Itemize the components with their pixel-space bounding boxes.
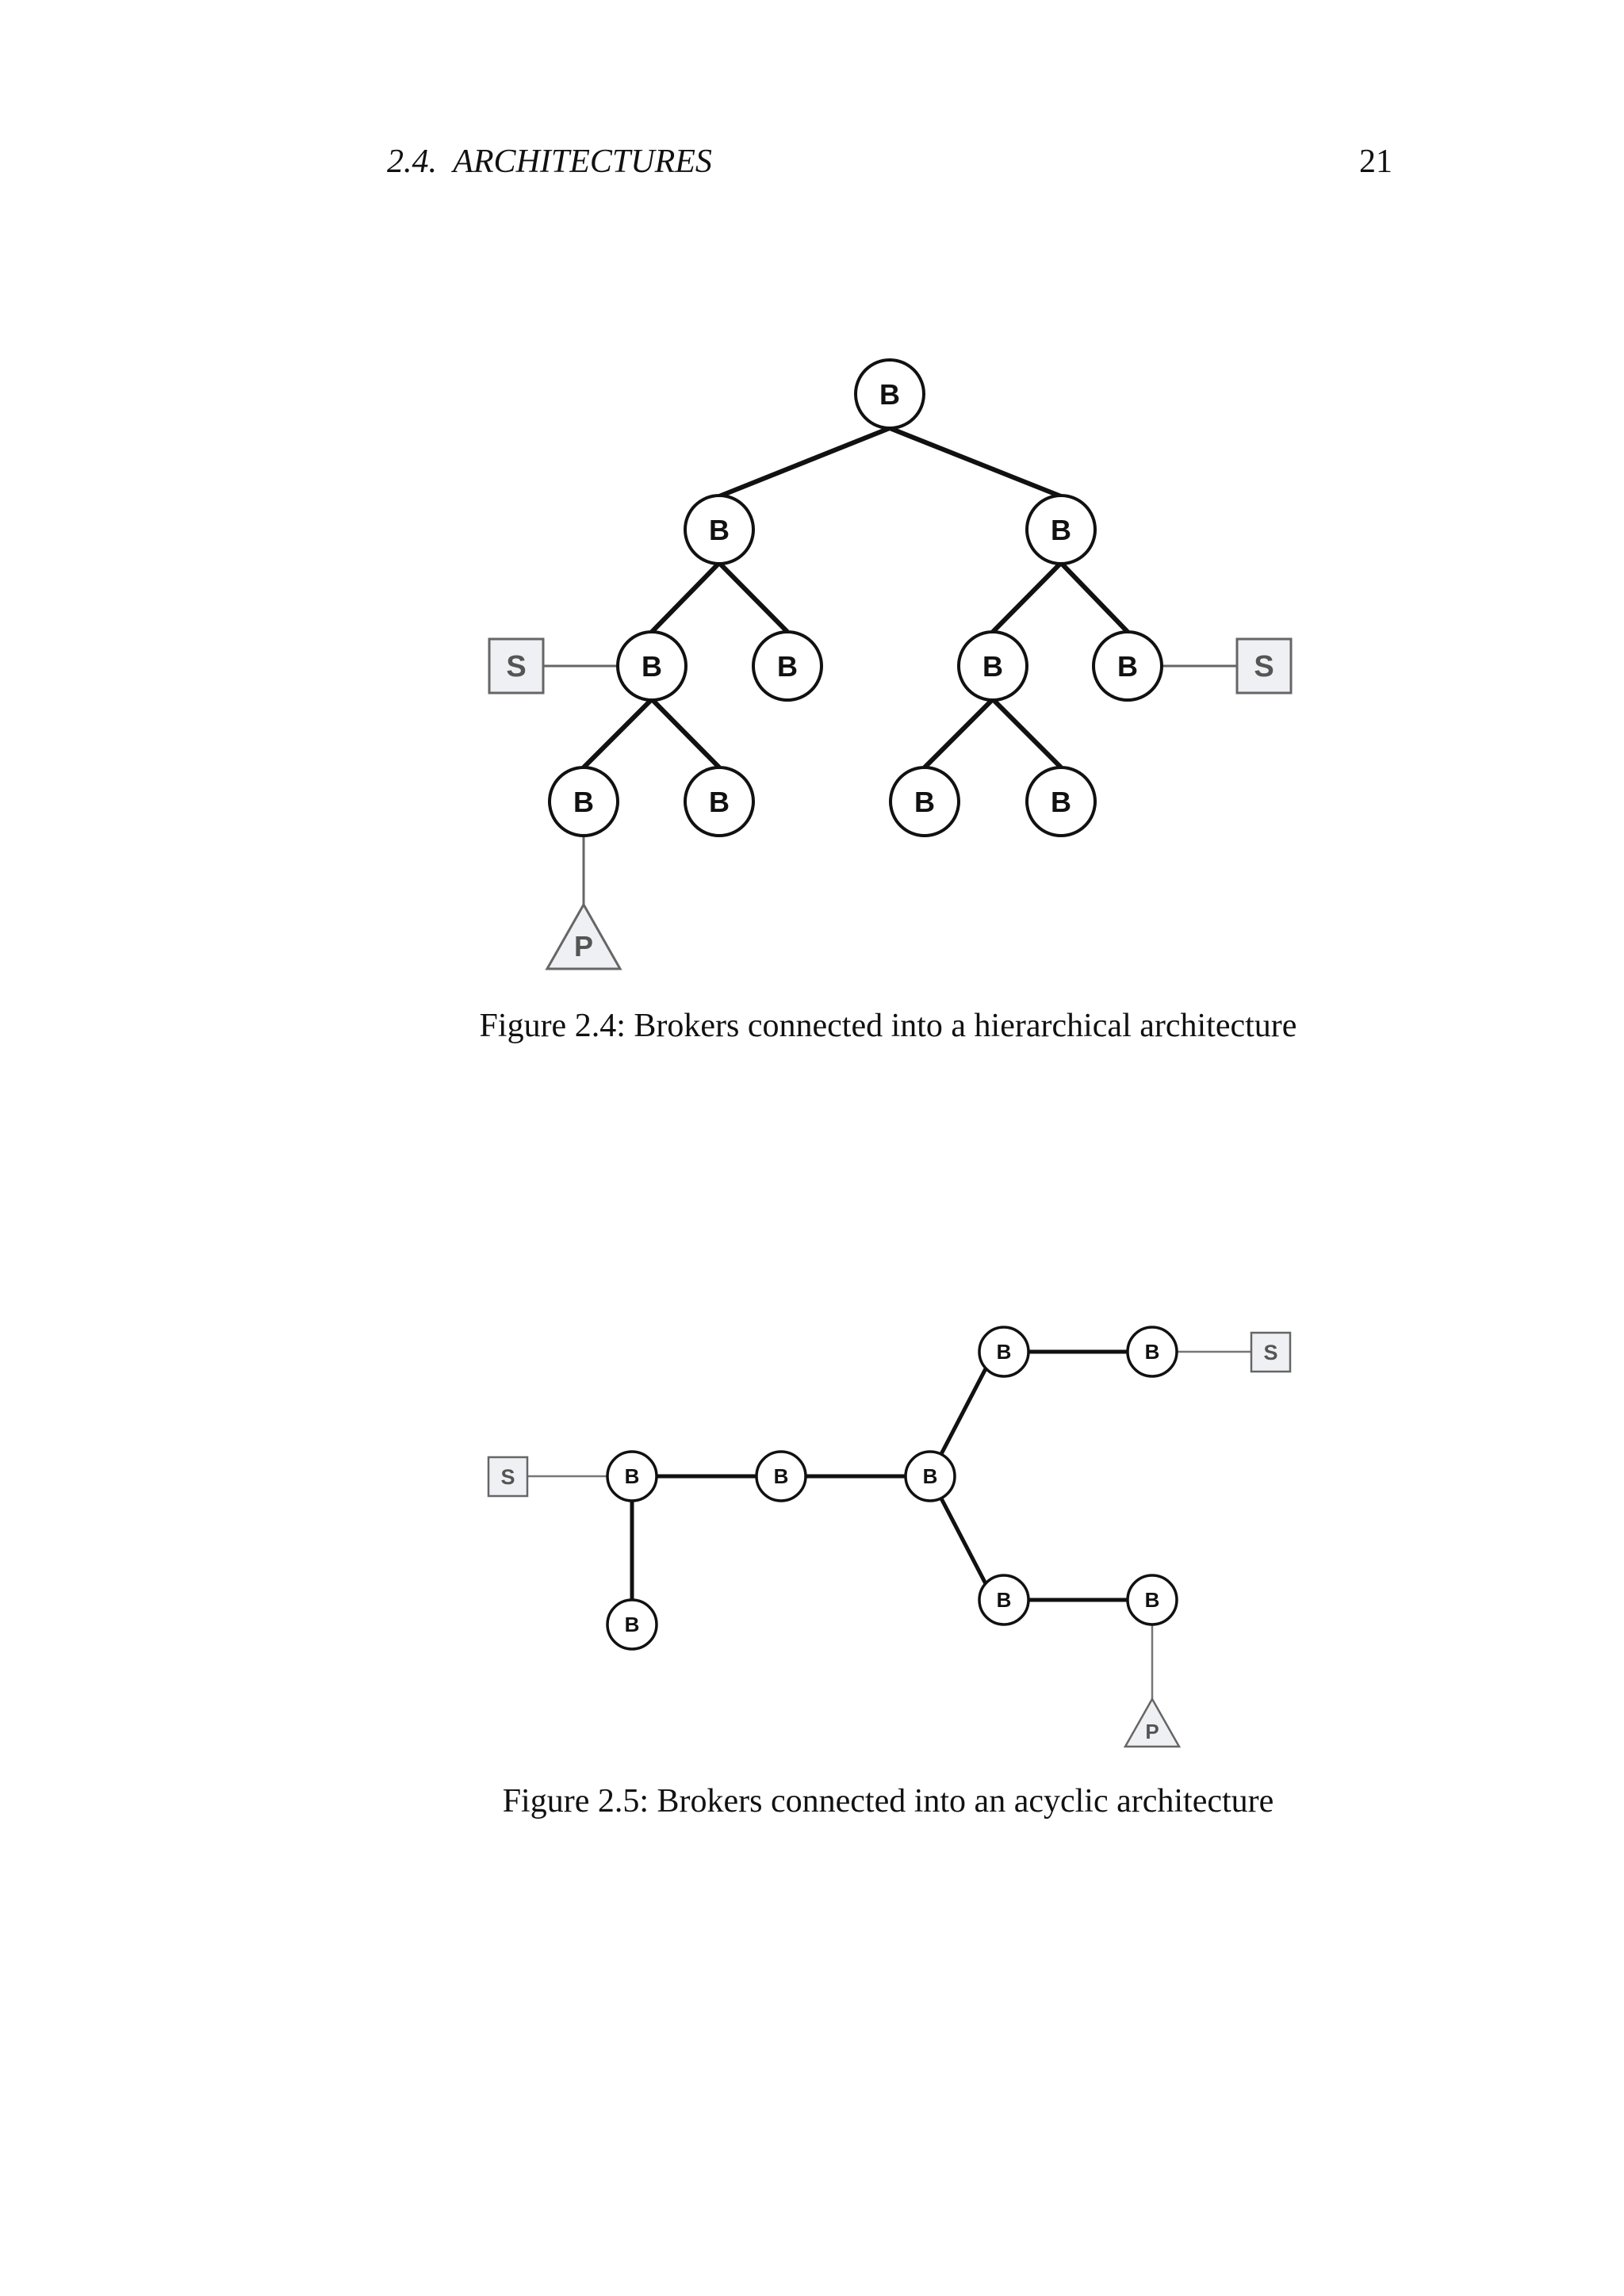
broker-label: B [879, 378, 900, 411]
subscriber-label: S [500, 1465, 515, 1489]
broker-label: B [1144, 1340, 1160, 1364]
broker-label: B [773, 1464, 789, 1488]
running-header-section: 2.4. ARCHITECTURES [387, 144, 712, 180]
broker-label: B [624, 1464, 640, 1488]
subscriber-label: S [506, 650, 527, 683]
page-number: 21 [1359, 144, 1392, 180]
broker-label: B [642, 650, 662, 683]
broker-label: B [1117, 650, 1138, 683]
figure-2-4-caption: Figure 2.4: Brokers connected into a hierarchical architecture [479, 1008, 1297, 1044]
broker-label: B [1144, 1588, 1160, 1612]
edge [941, 1498, 992, 1596]
fig25-publisher [1125, 1699, 1179, 1747]
broker-label: B [922, 1464, 938, 1488]
publisher-label: P [1145, 1720, 1159, 1743]
edge [941, 1357, 992, 1454]
broker-label: B [1051, 514, 1071, 546]
subscriber-label: S [1263, 1341, 1278, 1364]
broker-label: B [709, 514, 730, 546]
fig25-edges [632, 1352, 1128, 1600]
broker-label: B [573, 786, 594, 818]
broker-label: B [624, 1613, 640, 1636]
figure-2-5-caption: Figure 2.5: Brokers connected into an acyclic architecture [502, 1783, 1274, 1820]
broker-label: B [777, 650, 798, 683]
publisher-label: P [573, 930, 594, 962]
broker-label: B [1051, 786, 1071, 818]
broker-label: B [709, 786, 730, 818]
broker-label: B [982, 650, 1003, 683]
broker-label: B [914, 786, 935, 818]
broker-label: B [996, 1588, 1012, 1612]
subscriber-label: S [1254, 650, 1274, 683]
fig25-broker-labels [625, 1340, 1160, 1636]
broker-label: B [996, 1340, 1012, 1364]
